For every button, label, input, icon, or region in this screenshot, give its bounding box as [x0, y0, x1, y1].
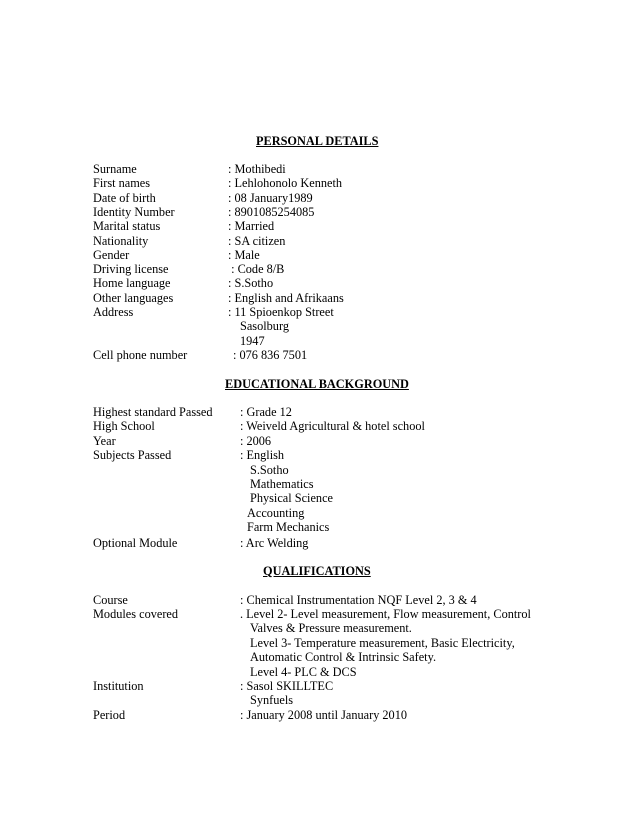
nationality-row	[0, 234, 638, 248]
module-detail-value: Valves & Pressure measurement.	[250, 621, 412, 636]
marital-status-value: : Married	[228, 219, 275, 234]
marital-status-row	[0, 219, 638, 233]
home-language-row	[0, 276, 638, 290]
institution-line-value: Synfuels	[250, 693, 294, 708]
surname-row	[0, 162, 638, 176]
qualifications-heading: QUALIFICATIONS	[263, 564, 371, 578]
date-of-birth-label: Date of birth	[93, 190, 156, 205]
period-value: : January 2008 until January 2010	[240, 707, 408, 722]
first-names-row	[0, 176, 638, 190]
nationality-label: Nationality	[93, 233, 149, 248]
cell-phone-row	[0, 348, 638, 362]
home-language-value: : S.Sotho	[228, 276, 274, 291]
subject-row	[0, 506, 638, 520]
address-line-value: Sasolburg	[240, 319, 289, 334]
subject-value: Physical Science	[250, 491, 333, 506]
institution-value: : Sasol SKILLTEC	[240, 678, 334, 693]
date-of-birth-value: : 08 January1989	[228, 190, 313, 205]
optional-module-value: : Arc Welding	[240, 535, 309, 550]
gender-row	[0, 248, 638, 262]
module-detail-row	[0, 636, 638, 650]
educational-background-heading: EDUCATIONAL BACKGROUND	[225, 377, 409, 391]
year-label: Year	[93, 433, 116, 448]
subject-row	[0, 491, 638, 505]
subject-row	[0, 520, 638, 534]
nationality-value: : SA citizen	[228, 233, 286, 248]
marital-status-label: Marital status	[93, 219, 161, 234]
modules-covered-value: . Level 2- Level measurement, Flow measurement, Control	[240, 606, 531, 621]
modules-covered-row	[0, 607, 638, 621]
address-row	[0, 305, 638, 319]
address-label: Address	[93, 305, 134, 319]
high-school-label: High School	[93, 419, 155, 434]
gender-label: Gender	[93, 247, 130, 262]
home-language-label: Home language	[93, 276, 171, 291]
personal-details-heading: PERSONAL DETAILS	[256, 134, 379, 148]
year-value: : 2006	[240, 433, 272, 448]
other-languages-row	[0, 291, 638, 305]
other-languages-label: Other languages	[93, 290, 174, 305]
subjects-passed-row	[0, 448, 638, 462]
driving-license-value: : Code 8/B	[228, 262, 285, 277]
driving-license-row	[0, 262, 638, 276]
subject-value: Mathematics	[250, 477, 314, 491]
identity-number-row	[0, 205, 638, 219]
surname-value: : Mothibedi	[228, 162, 286, 176]
period-row	[0, 708, 638, 722]
address-value: : 11 Spioenkop Street	[228, 305, 334, 319]
date-of-birth-row	[0, 191, 638, 205]
other-languages-value: : English and Afrikaans	[228, 290, 344, 305]
driving-license-label: Driving license	[93, 262, 169, 277]
first-names-value: : Lehlohonolo Kenneth	[228, 176, 343, 191]
cell-phone-label: Cell phone number	[93, 347, 188, 362]
high-school-row	[0, 419, 638, 433]
institution-label: Institution	[93, 678, 144, 693]
gender-value: : Male	[228, 247, 260, 262]
address-line-row	[0, 319, 638, 333]
institution-line-row	[0, 693, 638, 707]
module-detail-value: Level 4- PLC & DCS	[250, 664, 357, 679]
subject-value: S.Sotho	[250, 462, 289, 477]
optional-module-label: Optional Module	[93, 535, 178, 550]
address-line-row	[0, 334, 638, 348]
subjects-passed-label: Subjects Passed	[93, 448, 172, 463]
module-detail-value: Automatic Control & Intrinsic Safety.	[250, 650, 437, 665]
optional-module-row	[0, 536, 638, 550]
year-row	[0, 434, 638, 448]
highest-standard-row	[0, 405, 638, 419]
highest-standard-value: : Grade 12	[240, 405, 292, 419]
highest-standard-label: Highest standard Passed	[93, 405, 213, 419]
subjects-passed-value: : English	[240, 448, 285, 463]
module-detail-row	[0, 621, 638, 635]
course-label: Course	[93, 592, 128, 607]
modules-covered-label: Modules covered	[93, 606, 179, 621]
identity-number-value: : 8901085254085	[228, 204, 315, 219]
surname-label: Surname	[93, 162, 137, 176]
institution-row	[0, 679, 638, 693]
cell-phone-value: : 076 836 7501	[233, 347, 308, 362]
module-detail-value: Level 3- Temperature measurement, Basic Electricity,	[250, 635, 515, 650]
module-detail-row	[0, 650, 638, 664]
course-row	[0, 593, 638, 607]
address-line-value: 1947	[240, 333, 265, 348]
subject-row	[0, 463, 638, 477]
subject-row	[0, 477, 638, 491]
subject-value: Accounting	[247, 505, 305, 520]
subject-value: Farm Mechanics	[247, 520, 330, 535]
course-value: : Chemical Instrumentation NQF Level 2, 3 & 4	[240, 592, 477, 607]
period-label: Period	[93, 707, 126, 722]
first-names-label: First names	[93, 176, 151, 191]
identity-number-label: Identity Number	[93, 204, 175, 219]
module-detail-row	[0, 665, 638, 679]
high-school-value: : Weiveld Agricultural & hotel school	[240, 419, 425, 434]
